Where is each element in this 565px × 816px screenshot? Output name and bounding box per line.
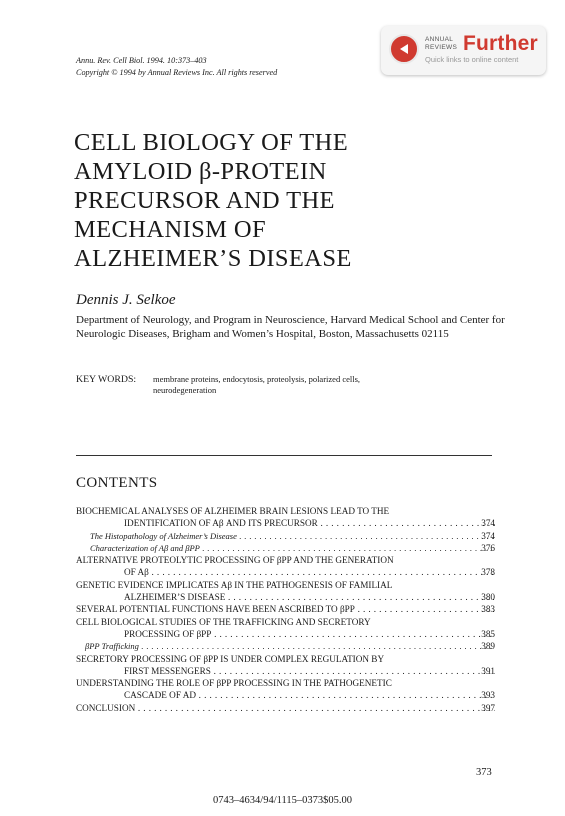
toc-entry-title: ALZHEIMER’S DISEASE . . . xyxy=(76,591,495,603)
toc-entry xyxy=(76,653,495,665)
further-word: Further xyxy=(463,32,538,55)
toc-entry xyxy=(76,591,495,603)
article-title xyxy=(74,128,352,273)
toc-entry-page: 397 xyxy=(481,702,495,713)
toc-entry xyxy=(76,566,495,578)
table-of-contents xyxy=(76,505,495,714)
toc-entry-title: CASCADE OF AD . . . xyxy=(76,689,495,701)
author-affiliation: Department of Neurology, and Program in Neuroscience, Harvard Medical School and Center for Neurologic Diseases, Brigham and Women’s Hospital, Boston, Massachusetts 02115 xyxy=(76,314,505,340)
toc-entry-title: BIOCHEMICAL ANALYSES OF ALZHEIMER BRAIN LESIONS LEAD TO THE xyxy=(76,506,390,516)
toc-entry xyxy=(76,517,495,529)
toc-entry xyxy=(76,603,495,615)
toc-entry xyxy=(76,530,495,542)
toc-entry-page: 391 xyxy=(481,665,495,676)
toc-entry-title: βPP Trafficking . . . xyxy=(76,640,495,652)
section-divider xyxy=(76,455,492,456)
toc-entry-title: CONCLUSION . . . xyxy=(76,702,495,714)
toc-entry xyxy=(76,665,495,677)
toc-entry-title: The Histopathology of Alzheimer’s Disease . . . xyxy=(76,530,495,542)
page-number: 373 xyxy=(476,767,492,778)
toc-entry xyxy=(76,640,495,652)
author-name: Dennis J. Selkoe xyxy=(76,292,176,308)
toc-entry-title: SEVERAL POTENTIAL FUNCTIONS HAVE BEEN ASCRIBED TO βPP . . . xyxy=(76,603,495,615)
toc-entry-title: GENETIC EVIDENCE IMPLICATES Aβ IN THE PATHOGENESIS OF FAMILIAL xyxy=(76,579,393,590)
toc-entry-page: 383 xyxy=(481,604,495,615)
footer-code: 0743–4634/94/1115–0373$05.00 xyxy=(213,795,352,806)
further-tagline: Quick links to online content xyxy=(425,55,519,64)
toc-entry-page: 378 xyxy=(481,567,495,578)
toc-entry-page: 385 xyxy=(481,628,495,639)
title-line: CELL BIOLOGY OF THE xyxy=(74,129,349,156)
toc-entry xyxy=(76,505,495,517)
further-banner[interactable] xyxy=(381,26,546,75)
toc-entry xyxy=(76,677,495,689)
toc-entry-page: 380 xyxy=(481,592,495,603)
toc-entry xyxy=(76,579,495,591)
toc-entry-title: Characterization of Aβ and βPP . . . xyxy=(76,542,495,554)
toc-entry xyxy=(76,628,495,640)
toc-entry-title: FIRST MESSENGERS . . . xyxy=(76,665,495,677)
toc-entry xyxy=(76,616,495,628)
toc-entry xyxy=(76,554,495,566)
toc-entry-page: 374 xyxy=(481,530,495,541)
keywords-label: KEY WORDS: xyxy=(76,374,137,385)
toc-entry-page: 393 xyxy=(481,690,495,701)
toc-entry-title: UNDERSTANDING THE ROLE OF βPP PROCESSING IN THE PATHOGENETIC xyxy=(76,678,392,689)
toc-entry xyxy=(76,542,495,554)
toc-entry-page: 389 xyxy=(481,641,495,652)
title-line: MECHANISM OF xyxy=(74,216,266,243)
title-line: AMYLOID β-PROTEIN xyxy=(74,158,327,185)
toc-entry-title: PROCESSING OF βPP . . . xyxy=(76,628,495,640)
contents-heading: CONTENTS xyxy=(76,475,158,491)
annual-reviews-label: ANNUAL REVIEWS xyxy=(425,36,458,51)
toc-entry-title: SECRETORY PROCESSING OF βPP IS UNDER COMPLEX REGULATION BY xyxy=(76,653,385,664)
keywords-list: membrane proteins, endocytosis, proteolysis, polarized cells, neurodegeneration xyxy=(153,374,361,395)
citation-line-2: Copyright © 1994 by Annual Reviews Inc. All rights reserved xyxy=(76,68,278,77)
toc-entry-page: 374 xyxy=(481,518,495,529)
toc-entry-page: 376 xyxy=(481,542,495,553)
title-line: ALZHEIMER’S DISEASE xyxy=(74,245,352,272)
toc-entry-title: OF Aβ . . . xyxy=(76,566,495,578)
toc-entry xyxy=(76,689,495,701)
toc-entry-title: IDENTIFICATION OF Aβ AND ITS PRECURSOR . . . xyxy=(76,517,495,529)
title-line: PRECURSOR AND THE xyxy=(74,187,335,214)
toc-entry xyxy=(76,702,495,714)
further-logo-icon xyxy=(389,34,419,64)
journal-citation xyxy=(76,55,277,79)
citation-line-1: Annu. Rev. Cell Biol. 1994. 10:373–403 xyxy=(76,56,207,65)
toc-entry-title: ALTERNATIVE PROTEOLYTIC PROCESSING OF βPP AND THE GENERATION xyxy=(76,555,394,566)
toc-entry-title: CELL BIOLOGICAL STUDIES OF THE TRAFFICKING AND SECRETORY xyxy=(76,616,371,627)
